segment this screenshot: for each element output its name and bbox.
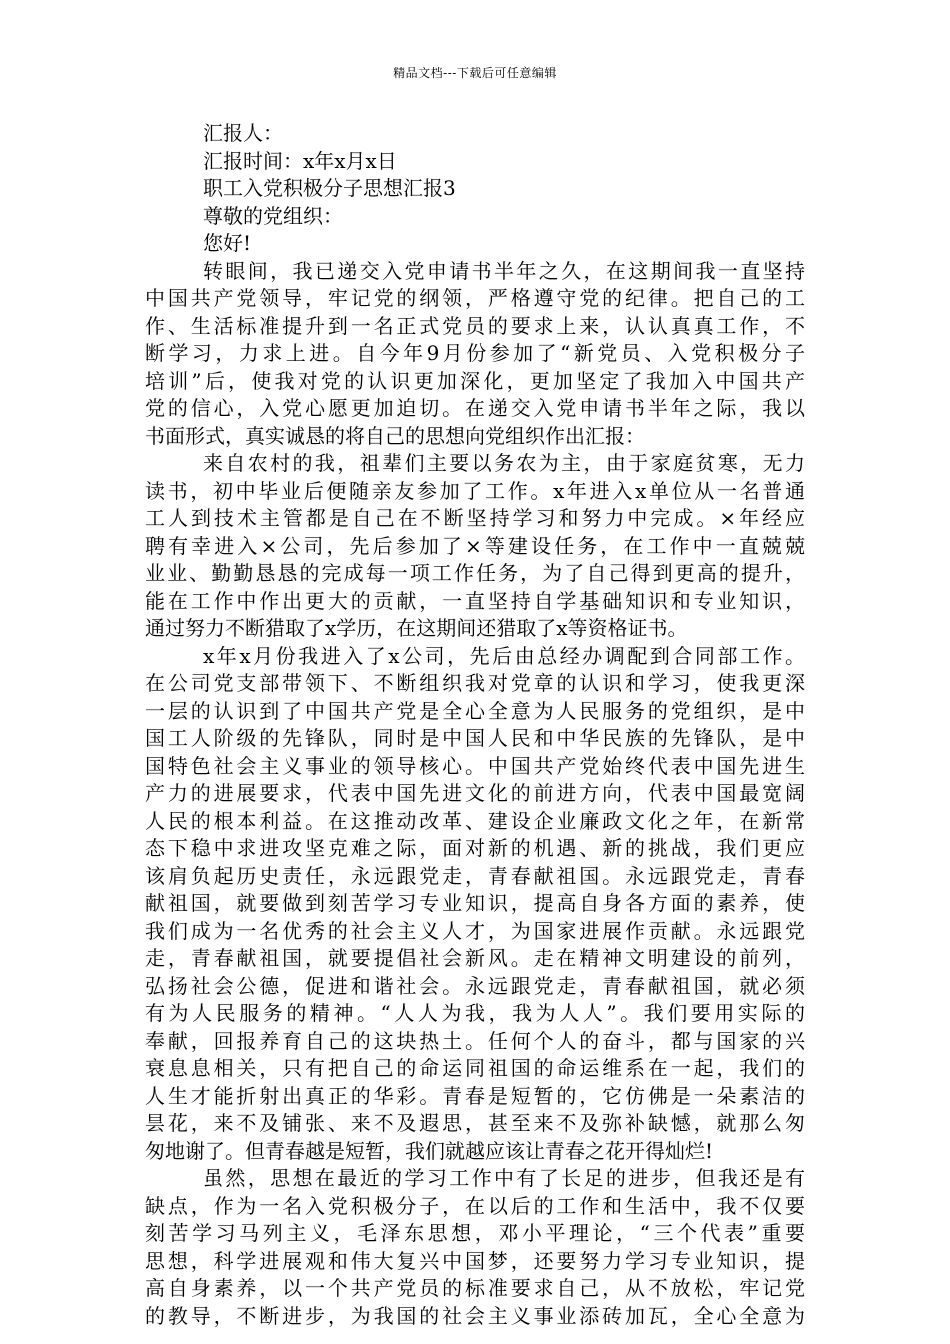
text-line: 国工人阶级的先锋队，同时是中国人民和中华民族的先锋队，是中 bbox=[145, 726, 805, 750]
text-line: 产力的进展要求，代表中国先进文化的前进方向，代表中国最宽阔 bbox=[145, 781, 805, 805]
text-line: 读书，初中毕业后便随亲友参加了工作。x年进入x单位从一名普通 bbox=[145, 478, 805, 503]
text-line: 奉献，回报养育自己的这块热土。任何个人的奋斗，都与国家的兴 bbox=[145, 1028, 805, 1053]
text-line: 汇报人： bbox=[203, 121, 283, 145]
text-line: 职工入党积极分子思想汇报3 bbox=[203, 176, 456, 200]
text-line: 转眼间，我已递交入党申请书半年之久，在这期间我一直坚持 bbox=[203, 258, 805, 283]
text-line: 一层的认识到了中国共产党是全心全意为人民服务的党组织，是中 bbox=[145, 698, 805, 723]
text-line: 态下稳中求进攻坚克难之际，面对新的机遇、新的挑战，我们更应 bbox=[145, 836, 805, 860]
text-line: 您好! bbox=[203, 231, 252, 255]
text-line: 昙花，来不及铺张、来不及遐思，甚至来不及弥补缺憾，就那么匆 bbox=[145, 1111, 805, 1135]
text-line: 弘扬社会公德，促进和谐社会。永远跟党走，青春献祖国，就必须 bbox=[145, 973, 805, 998]
text-line: 人民的根本利益。在这推动改革、建设企业廉政文化之年，在新常 bbox=[145, 808, 805, 833]
text-line: 有为人民服务的精神。“人人为我，我为人人”。我们要用实际的 bbox=[145, 1001, 805, 1025]
text-line: 在公司党支部带领下、不断组织我对党章的认识和学习，使我更深 bbox=[145, 671, 805, 695]
text-line: 缺点，作为一名入党积极分子，在以后的工作和生活中，我不仅要 bbox=[145, 1193, 805, 1218]
text-line: 聘有幸进入×公司，先后参加了×等建设任务，在工作中一直兢兢 bbox=[145, 533, 805, 558]
text-line: 业业、勤勤恳恳的完成每一项工作任务，为了自己得到更高的提升， bbox=[145, 561, 805, 585]
text-line: 我们成为一名优秀的社会主义人才，为国家进展作贡献。永远跟党 bbox=[145, 918, 805, 943]
text-line: 断学习，力求上进。自今年9月份参加了“新党员、入党积极分子 bbox=[145, 341, 805, 365]
text-line: x年x月份我进入了x公司，先后由总经办调配到合同部工作。 bbox=[203, 643, 805, 668]
text-line: 高自身素养，以一个共产党员的标准要求自己，从不放松，牢记党 bbox=[145, 1276, 805, 1300]
text-line: 衰息息相关，只有把自己的命运同祖国的命运维系在一起，我们的 bbox=[145, 1056, 805, 1080]
text-line: 工人到技术主管都是自己在不断坚持学习和努力中完成。×年经应 bbox=[145, 506, 805, 530]
document-body bbox=[145, 120, 805, 1330]
text-line: 尊敬的党组织： bbox=[203, 203, 343, 228]
text-line: 来自农村的我，祖辈们主要以务农为主，由于家庭贫寒，无力 bbox=[203, 451, 805, 475]
text-line: 党的信心，入党心愿更加迫切。在递交入党申请书半年之际，我以 bbox=[145, 396, 805, 420]
text-line: 书面形式，真实诚恳的将自己的思想向党组织作出汇报： bbox=[145, 423, 645, 448]
text-line: 中国共产党领导，牢记党的纲领，严格遵守党的纪律。把自己的工 bbox=[145, 286, 805, 310]
text-line: 思想，科学进展观和伟大复兴中国梦，还要努力学习专业知识，提 bbox=[145, 1248, 805, 1273]
text-line: 该肩负起历史责任，永远跟党走，青春献祖国。永远跟党走，青春 bbox=[145, 863, 805, 888]
text-line: 作、生活标准提升到一名正式党员的要求上来，认认真真工作，不 bbox=[145, 313, 805, 338]
text-line: 汇报时间：x年x月x日 bbox=[203, 148, 397, 173]
text-line: 走，青春献祖国，就要提倡社会新风。走在精神文明建设的前列， bbox=[145, 946, 805, 970]
text-line: 培训”后，使我对党的认识更加深化，更加坚定了我加入中国共产 bbox=[145, 368, 805, 393]
text-line: 虽然，思想在最近的学习工作中有了长足的进步，但我还是有 bbox=[203, 1166, 805, 1190]
text-line: 献祖国，就要做到刻苦学习专业知识，提高自身各方面的素养，使 bbox=[145, 891, 805, 915]
text-line: 的教导，不断进步，为我国的社会主义事业添砖加瓦，全心全意为 bbox=[145, 1303, 805, 1328]
text-line: 人生才能折射出真正的华彩。青春是短暂的，它仿佛是一朵素洁的 bbox=[145, 1083, 805, 1108]
text-line: 匆地谢了。但青春越是短暂，我们就越应该让青春之花开得灿烂! bbox=[145, 1138, 714, 1163]
page-header: 精品文档---下载后可任意编辑 bbox=[393, 66, 557, 80]
text-line: 通过努力不断猎取了x学历，在这期间还猎取了x等资格证书。 bbox=[145, 616, 688, 640]
text-line: 刻苦学习马列主义，毛泽东思想，邓小平理论，“三个代表”重要 bbox=[145, 1221, 805, 1245]
text-line: 能在工作中作出更大的贡献，一直坚持自学基础知识和专业知识， bbox=[145, 588, 805, 613]
text-line: 国特色社会主义事业的领导核心。中国共产党始终代表中国先进生 bbox=[145, 753, 805, 778]
